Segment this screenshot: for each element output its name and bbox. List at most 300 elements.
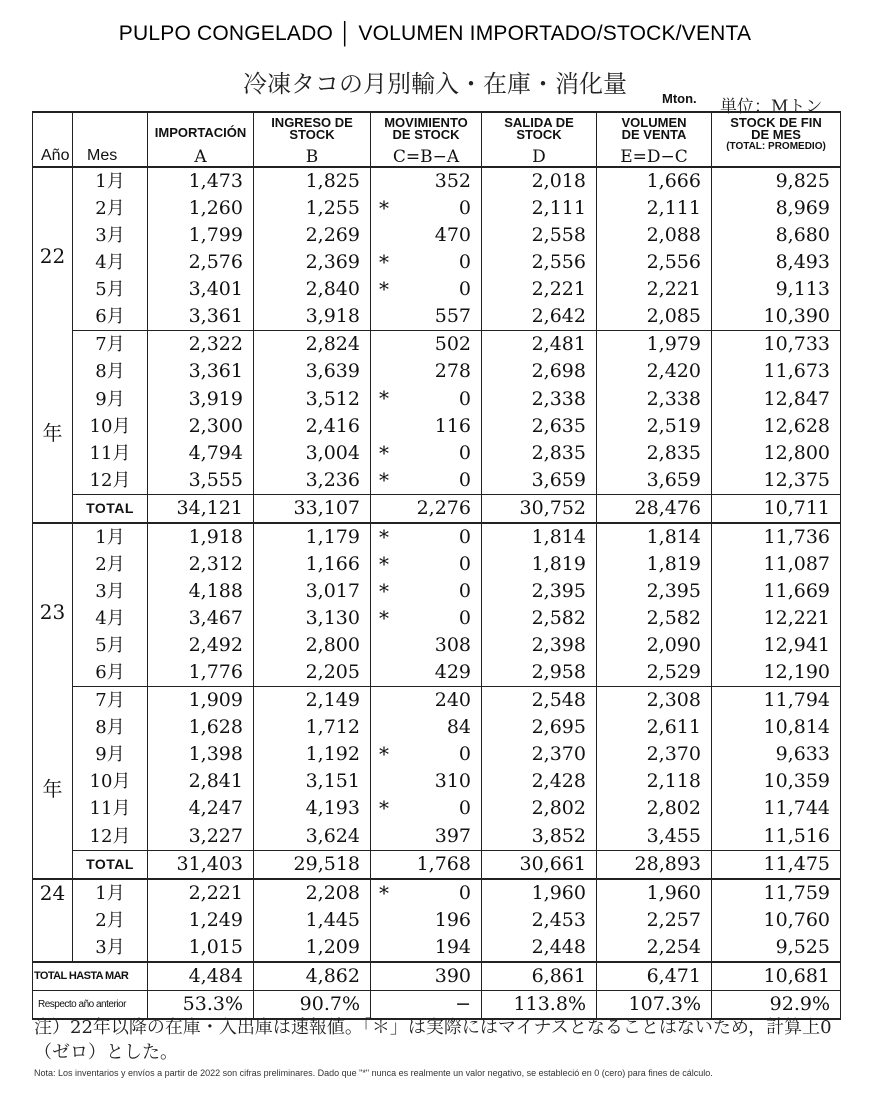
cell-stock-out: 3,659 — [482, 467, 597, 495]
year-label — [33, 167, 73, 523]
cell-stock-movement: * 0 — [371, 879, 482, 907]
footnote-spanish: Nota: Los inventarios y envíos a partir de 2022 son cifras preliminares. Dado que "*" nunca es realmente un valor negativo, se estableció en 0 (cero) para fines de cálculo. — [34, 1068, 713, 1078]
cell-import: 2,322 — [148, 331, 254, 359]
cell-stock-in: 4,862 — [254, 962, 371, 991]
cell-stock-movement: 308 — [371, 632, 482, 659]
cell-import: 1,015 — [148, 934, 254, 962]
cell-sales: 2,085 — [597, 303, 712, 331]
header-stock-in-letter: B — [305, 147, 319, 167]
cell-sales: 2,556 — [597, 249, 712, 276]
ytd-total-row — [33, 962, 841, 991]
cell-stock-out: 2,548 — [482, 687, 597, 715]
table-row — [33, 551, 841, 578]
cell-import: 1,249 — [148, 907, 254, 934]
cell-stock-out: 2,642 — [482, 303, 597, 331]
cell-sales: 28,893 — [597, 850, 712, 879]
cell-stock-in: 33,107 — [254, 494, 371, 523]
ytd-total-label: TOTAL HASTA MAR — [33, 962, 148, 991]
cell-end-stock: 11,759 — [712, 879, 841, 907]
cell-sales: 28,476 — [597, 494, 712, 523]
cell-stock-out: 30,661 — [482, 850, 597, 879]
header-year: Año — [33, 112, 73, 167]
month-label: 12月 — [73, 823, 148, 851]
cell-stock-out: 2,428 — [482, 768, 597, 795]
table-row — [33, 879, 841, 907]
cell-import: 1,909 — [148, 687, 254, 715]
cell-sales: 2,529 — [597, 659, 712, 687]
negative-marker: * — [379, 467, 389, 492]
cell-stock-in: 2,416 — [254, 413, 371, 440]
header-stock-movement-label-1: MOVIMIENTO — [384, 115, 468, 130]
cell-stock-out: 2,698 — [482, 358, 597, 385]
cell-end-stock: 11,673 — [712, 358, 841, 385]
header-import-label: IMPORTACIÓN — [154, 125, 247, 140]
cell-stock-movement: − — [371, 990, 482, 1019]
table-row — [33, 578, 841, 605]
cell-end-stock: 11,736 — [712, 523, 841, 551]
cell-end-stock: 10,711 — [712, 494, 841, 523]
header-stock-out-label-1: SALIDA DE — [504, 115, 574, 130]
cell-import: 1,918 — [148, 523, 254, 551]
cell-stock-movement: 397 — [371, 823, 482, 851]
cell-import: 3,555 — [148, 467, 254, 495]
total-label: TOTAL — [73, 494, 148, 523]
cell-stock-movement: * 0 — [371, 523, 482, 551]
cell-stock-in: 1,179 — [254, 523, 371, 551]
cell-stock-movement: * 0 — [371, 741, 482, 768]
cell-end-stock: 11,744 — [712, 795, 841, 822]
cell-stock-out: 2,481 — [482, 331, 597, 359]
cell-import: 2,576 — [148, 249, 254, 276]
total-label: TOTAL — [73, 850, 148, 879]
cell-end-stock: 11,087 — [712, 551, 841, 578]
cell-stock-movement: * 0 — [371, 551, 482, 578]
cell-import: 4,247 — [148, 795, 254, 822]
cell-import: 4,794 — [148, 440, 254, 467]
cell-stock-out: 1,960 — [482, 879, 597, 907]
cell-stock-movement: 310 — [371, 768, 482, 795]
cell-stock-movement: 470 — [371, 222, 482, 249]
cell-stock-out: 2,635 — [482, 413, 597, 440]
year-suffix: 年 — [42, 776, 63, 801]
cell-stock-in: 90.7% — [254, 990, 371, 1019]
cell-sales: 2,420 — [597, 358, 712, 385]
table-row — [33, 659, 841, 687]
cell-stock-movement: * 0 — [371, 195, 482, 222]
cell-sales: 2,370 — [597, 741, 712, 768]
cell-end-stock: 12,800 — [712, 440, 841, 467]
cell-sales: 1,666 — [597, 167, 712, 195]
cell-stock-in: 2,269 — [254, 222, 371, 249]
cell-stock-movement: * 0 — [371, 467, 482, 495]
month-label: 6月 — [73, 659, 148, 687]
cell-stock-movement: 502 — [371, 331, 482, 359]
cell-stock-out: 2,958 — [482, 659, 597, 687]
cell-stock-out: 2,338 — [482, 385, 597, 412]
cell-end-stock: 12,375 — [712, 467, 841, 495]
cell-stock-in: 2,149 — [254, 687, 371, 715]
cell-stock-movement: 1,768 — [371, 850, 482, 879]
month-label: 7月 — [73, 687, 148, 715]
month-label: 10月 — [73, 768, 148, 795]
total-row — [33, 494, 841, 523]
cell-import: 3,361 — [148, 358, 254, 385]
cell-sales: 107.3% — [597, 990, 712, 1019]
cell-end-stock: 10,733 — [712, 331, 841, 359]
negative-marker: * — [379, 440, 389, 465]
negative-marker: * — [379, 551, 389, 576]
cell-sales: 2,582 — [597, 605, 712, 632]
header-sales-label-2: DE VENTA — [621, 127, 687, 142]
cell-stock-out: 2,018 — [482, 167, 597, 195]
cell-stock-in: 1,166 — [254, 551, 371, 578]
cell-sales: 2,395 — [597, 578, 712, 605]
cell-stock-movement: * 0 — [371, 276, 482, 303]
cell-import: 4,188 — [148, 578, 254, 605]
cell-sales: 2,221 — [597, 276, 712, 303]
month-label: 4月 — [73, 249, 148, 276]
year-number: 23 — [39, 599, 66, 624]
table-row — [33, 768, 841, 795]
cell-sales: 2,802 — [597, 795, 712, 822]
cell-sales: 2,338 — [597, 385, 712, 412]
cell-sales: 2,257 — [597, 907, 712, 934]
cell-stock-movement: * 0 — [371, 795, 482, 822]
header-month: Mes — [73, 112, 148, 167]
negative-marker: * — [379, 386, 389, 411]
year-number: 22 — [39, 243, 66, 268]
octopus-data-table — [32, 111, 841, 1020]
table-row — [33, 907, 841, 934]
month-label: 6月 — [73, 303, 148, 331]
table-row — [33, 331, 841, 359]
cell-stock-movement: 278 — [371, 358, 482, 385]
cell-stock-in: 2,369 — [254, 249, 371, 276]
cell-stock-movement: 557 — [371, 303, 482, 331]
cell-stock-out: 6,861 — [482, 962, 597, 991]
cell-sales: 2,111 — [597, 195, 712, 222]
cell-end-stock: 8,680 — [712, 222, 841, 249]
cell-stock-out: 2,695 — [482, 714, 597, 741]
month-label: 5月 — [73, 632, 148, 659]
cell-stock-movement: 2,276 — [371, 494, 482, 523]
table-row — [33, 687, 841, 715]
year-over-year-label: Respecto año anterior — [33, 990, 148, 1019]
cell-end-stock: 8,969 — [712, 195, 841, 222]
cell-stock-out: 2,395 — [482, 578, 597, 605]
unit-label-japanese: 単位：Mトン — [720, 97, 823, 117]
month-label: 2月 — [73, 907, 148, 934]
unit-label: Mton. — [662, 91, 697, 106]
cell-stock-out: 2,111 — [482, 195, 597, 222]
table-row — [33, 195, 841, 222]
cell-import: 3,361 — [148, 303, 254, 331]
header-end-stock-label-2: DE MES — [751, 127, 801, 142]
cell-stock-in: 4,193 — [254, 795, 371, 822]
cell-stock-in: 1,192 — [254, 741, 371, 768]
year-suffix: 年 — [42, 420, 63, 445]
month-label: 9月 — [73, 741, 148, 768]
month-label: 3月 — [73, 578, 148, 605]
cell-stock-movement: 429 — [371, 659, 482, 687]
cell-stock-in: 1,209 — [254, 934, 371, 962]
table-row — [33, 714, 841, 741]
table-row — [33, 167, 841, 195]
month-label: 3月 — [73, 222, 148, 249]
table-row — [33, 523, 841, 551]
header-sales-letter: E=D−C — [620, 147, 688, 167]
header-stock-movement — [371, 112, 482, 167]
cell-end-stock: 11,475 — [712, 850, 841, 879]
cell-end-stock: 9,113 — [712, 276, 841, 303]
cell-sales: 2,519 — [597, 413, 712, 440]
cell-end-stock: 12,190 — [712, 659, 841, 687]
header-stock-in-label-1: INGRESO DE — [271, 115, 353, 130]
cell-stock-in: 3,512 — [254, 385, 371, 412]
page-title: PULPO CONGELADO │ VOLUMEN IMPORTADO/STOCK/VENTA — [118, 22, 752, 45]
month-label: 12月 — [73, 467, 148, 495]
cell-stock-in: 3,130 — [254, 605, 371, 632]
cell-end-stock: 12,628 — [712, 413, 841, 440]
cell-end-stock: 10,359 — [712, 768, 841, 795]
cell-import: 1,628 — [148, 714, 254, 741]
header-stock-in — [254, 112, 371, 167]
cell-stock-movement: 84 — [371, 714, 482, 741]
cell-end-stock: 12,847 — [712, 385, 841, 412]
table-row — [33, 605, 841, 632]
cell-stock-in: 3,017 — [254, 578, 371, 605]
table-row — [33, 934, 841, 962]
cell-sales: 6,471 — [597, 962, 712, 991]
header-import-letter: A — [194, 147, 207, 167]
cell-import: 2,841 — [148, 768, 254, 795]
cell-end-stock: 11,794 — [712, 687, 841, 715]
month-label: 1月 — [73, 879, 148, 907]
month-label: 9月 — [73, 385, 148, 412]
cell-end-stock: 9,633 — [712, 741, 841, 768]
negative-marker: * — [379, 880, 389, 905]
cell-import: 2,300 — [148, 413, 254, 440]
table-row — [33, 276, 841, 303]
cell-import: 34,121 — [148, 494, 254, 523]
month-label: 8月 — [73, 358, 148, 385]
table-row — [33, 795, 841, 822]
cell-import: 53.3% — [148, 990, 254, 1019]
cell-stock-in: 2,208 — [254, 879, 371, 907]
header-end-stock — [712, 112, 841, 167]
header-stock-in-label-2: STOCK — [289, 127, 335, 142]
month-label: 2月 — [73, 551, 148, 578]
cell-stock-in: 2,824 — [254, 331, 371, 359]
month-label: 2月 — [73, 195, 148, 222]
cell-sales: 2,088 — [597, 222, 712, 249]
cell-import: 1,799 — [148, 222, 254, 249]
header-stock-out — [482, 112, 597, 167]
cell-stock-in: 3,918 — [254, 303, 371, 331]
table-row — [33, 385, 841, 412]
month-label: 11月 — [73, 795, 148, 822]
cell-stock-in: 3,151 — [254, 768, 371, 795]
cell-stock-out: 3,852 — [482, 823, 597, 851]
page-title-japanese: 冷凍タコの月別輸入・在庫・消化量 — [243, 70, 627, 98]
cell-end-stock: 9,825 — [712, 167, 841, 195]
cell-import: 4,484 — [148, 962, 254, 991]
cell-import: 31,403 — [148, 850, 254, 879]
table-row — [33, 632, 841, 659]
cell-sales: 3,659 — [597, 467, 712, 495]
cell-import: 2,492 — [148, 632, 254, 659]
cell-end-stock: 11,669 — [712, 578, 841, 605]
cell-stock-in: 1,825 — [254, 167, 371, 195]
cell-stock-in: 2,840 — [254, 276, 371, 303]
negative-marker: * — [379, 796, 389, 821]
cell-stock-movement: 196 — [371, 907, 482, 934]
header-row — [33, 112, 841, 167]
negative-marker: * — [379, 277, 389, 302]
negative-marker: * — [379, 578, 389, 603]
cell-stock-movement: * 0 — [371, 249, 482, 276]
cell-sales: 2,254 — [597, 934, 712, 962]
header-end-stock-label-3: (TOTAL: PROMEDIO) — [726, 141, 826, 152]
header-end-stock-label-1: STOCK DE FIN — [730, 115, 822, 130]
cell-stock-out: 2,558 — [482, 222, 597, 249]
cell-sales: 1,819 — [597, 551, 712, 578]
cell-stock-out: 2,221 — [482, 276, 597, 303]
header-stock-movement-letter: C=B−A — [392, 147, 460, 167]
cell-import: 1,260 — [148, 195, 254, 222]
month-label: 1月 — [73, 167, 148, 195]
cell-import: 3,401 — [148, 276, 254, 303]
cell-import: 3,227 — [148, 823, 254, 851]
cell-stock-movement: * 0 — [371, 385, 482, 412]
header-stock-out-label-2: STOCK — [516, 127, 562, 142]
month-label: 11月 — [73, 440, 148, 467]
cell-end-stock: 10,760 — [712, 907, 841, 934]
cell-sales: 2,090 — [597, 632, 712, 659]
cell-import: 3,919 — [148, 385, 254, 412]
cell-end-stock: 8,493 — [712, 249, 841, 276]
table-row — [33, 303, 841, 331]
cell-import: 1,473 — [148, 167, 254, 195]
footnote-japanese: 注）22年以降の在庫・入出庫は速報値。「＊」は実際にはマイナスとなることはないため，計算上0（ゼロ）とした。 — [34, 1017, 832, 1063]
cell-stock-in: 3,624 — [254, 823, 371, 851]
cell-stock-movement: * 0 — [371, 578, 482, 605]
cell-end-stock: 10,814 — [712, 714, 841, 741]
cell-sales: 2,611 — [597, 714, 712, 741]
header-stock-out-letter: D — [532, 147, 546, 167]
cell-end-stock: 9,525 — [712, 934, 841, 962]
cell-stock-out: 2,398 — [482, 632, 597, 659]
cell-sales: 2,835 — [597, 440, 712, 467]
month-label: 4月 — [73, 605, 148, 632]
cell-stock-in: 2,800 — [254, 632, 371, 659]
header-stock-movement-label-2: DE STOCK — [392, 127, 460, 142]
cell-import: 2,312 — [148, 551, 254, 578]
cell-stock-out: 2,448 — [482, 934, 597, 962]
cell-import: 3,467 — [148, 605, 254, 632]
table-row — [33, 823, 841, 851]
table-row — [33, 358, 841, 385]
cell-stock-movement: 116 — [371, 413, 482, 440]
cell-sales: 1,979 — [597, 331, 712, 359]
cell-stock-in: 29,518 — [254, 850, 371, 879]
cell-stock-movement: * 0 — [371, 605, 482, 632]
cell-stock-in: 1,712 — [254, 714, 371, 741]
year-label — [33, 934, 73, 962]
cell-import: 1,776 — [148, 659, 254, 687]
month-label: 5月 — [73, 276, 148, 303]
cell-stock-out: 2,582 — [482, 605, 597, 632]
cell-stock-movement: 352 — [371, 167, 482, 195]
cell-stock-in: 3,236 — [254, 467, 371, 495]
cell-stock-movement: 240 — [371, 687, 482, 715]
table-row — [33, 249, 841, 276]
table-row — [33, 222, 841, 249]
table-row — [33, 440, 841, 467]
cell-stock-out: 30,752 — [482, 494, 597, 523]
negative-marker: * — [379, 250, 389, 275]
cell-stock-out: 2,835 — [482, 440, 597, 467]
month-label: 1月 — [73, 523, 148, 551]
cell-stock-in: 3,004 — [254, 440, 371, 467]
cell-import: 2,221 — [148, 879, 254, 907]
cell-end-stock: 12,941 — [712, 632, 841, 659]
cell-sales: 2,308 — [597, 687, 712, 715]
header-sales-label-1: VOLUMEN — [621, 115, 687, 130]
table-row — [33, 741, 841, 768]
table-row — [33, 467, 841, 495]
cell-stock-out: 2,453 — [482, 907, 597, 934]
cell-stock-in: 1,445 — [254, 907, 371, 934]
cell-sales: 1,960 — [597, 879, 712, 907]
month-label: 10月 — [73, 413, 148, 440]
year-label — [33, 523, 73, 879]
cell-sales: 2,118 — [597, 768, 712, 795]
header-sales — [597, 112, 712, 167]
cell-stock-out: 2,802 — [482, 795, 597, 822]
cell-sales: 1,814 — [597, 523, 712, 551]
month-label: 3月 — [73, 934, 148, 962]
table-row — [33, 413, 841, 440]
total-row — [33, 850, 841, 879]
header-import — [148, 112, 254, 167]
cell-stock-out: 113.8% — [482, 990, 597, 1019]
cell-stock-movement: * 0 — [371, 440, 482, 467]
negative-marker: * — [379, 196, 389, 220]
cell-import: 1,398 — [148, 741, 254, 768]
cell-stock-movement: 194 — [371, 934, 482, 962]
cell-stock-out: 1,814 — [482, 523, 597, 551]
month-label: 7月 — [73, 331, 148, 359]
cell-stock-movement: 390 — [371, 962, 482, 991]
cell-stock-in: 2,205 — [254, 659, 371, 687]
cell-end-stock: 11,516 — [712, 823, 841, 851]
year-label: 24 — [33, 879, 73, 907]
month-label: 8月 — [73, 714, 148, 741]
cell-stock-out: 1,819 — [482, 551, 597, 578]
negative-marker: * — [379, 605, 389, 630]
cell-stock-out: 2,370 — [482, 741, 597, 768]
cell-end-stock: 10,681 — [712, 962, 841, 991]
negative-marker: * — [379, 524, 389, 549]
cell-sales: 3,455 — [597, 823, 712, 851]
cell-stock-out: 2,556 — [482, 249, 597, 276]
cell-stock-in: 3,639 — [254, 358, 371, 385]
cell-end-stock: 10,390 — [712, 303, 841, 331]
year-label — [33, 907, 73, 934]
cell-end-stock: 92.9% — [712, 990, 841, 1019]
cell-end-stock: 12,221 — [712, 605, 841, 632]
